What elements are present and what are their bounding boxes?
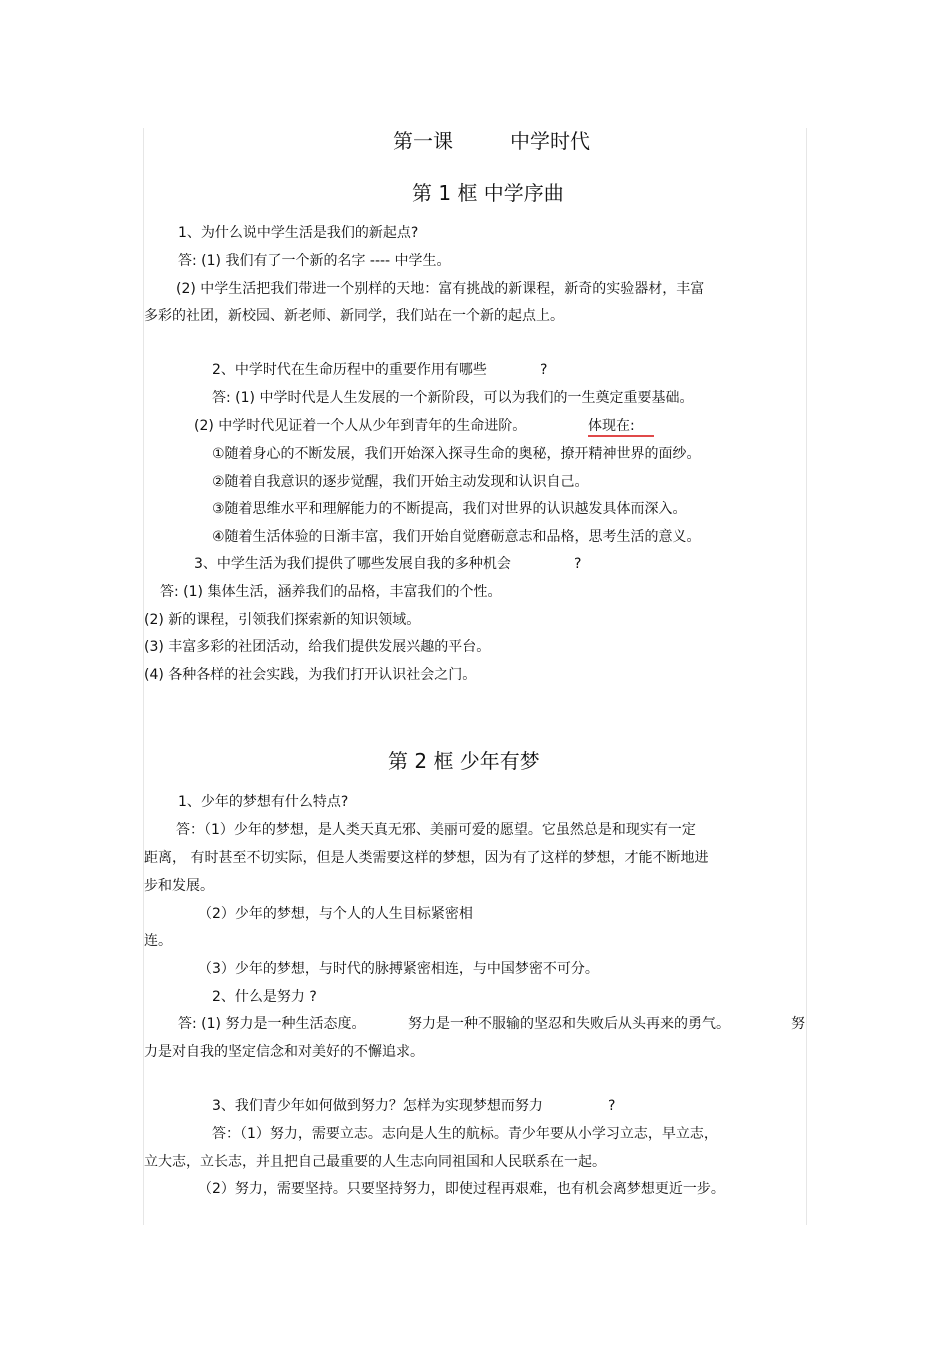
frame2-q3-question: 3、我们青少年如何做到努力？怎样为实现梦想而努力 [212, 1098, 543, 1114]
frame2-title: 第 2 框 少年有梦 [388, 749, 540, 773]
frame1-q3-answer3: (3) 丰富多彩的社团活动，给我们提供发展兴趣的平台。 [144, 639, 491, 655]
frame1-q1-answer2-line2: 多彩的社团，新校园、新老师、新同学，我们站在一个新的起点上。 [144, 308, 564, 324]
right-margin-rule [806, 128, 807, 1225]
frame1-q3-question: 3、中学生活为我们提供了哪些发展自我的多种机会 [194, 556, 511, 572]
frame2-q2-question: 2、什么是努力 ? [212, 989, 317, 1005]
frame1-q1-answer1: 答: (1) 我们有了一个新的名字 ---- 中学生。 [178, 253, 451, 269]
frame1-q2-answer1: 答: (1) 中学时代是人生发展的一个新阶段，可以为我们的一生奠定重要基础。 [212, 390, 694, 406]
frame2-q1-answer1-line1: 答：（1）少年的梦想，是人类天真无邪、美丽可爱的愿望。它虽然总是和现实有一定 [176, 822, 696, 838]
frame1-q2-item: ①随着身心的不断发展，我们开始深入探寻生命的奥秘，撩开精神世界的面纱。 [212, 446, 701, 462]
frame1-q2-answer2: (2) 中学时代见证着一个人从少年到青年的生命进阶。 [194, 418, 527, 434]
frame1-q2-item: ④随着生活体验的日渐丰富，我们开始自觉磨砺意志和品格，思考生活的意义。 [212, 529, 701, 545]
frame1-q3-question-mark: ? [574, 556, 582, 572]
frame1-q3-answer1: 答: (1) 集体生活，涵养我们的品格，丰富我们的个性。 [160, 584, 502, 600]
frame1-q1-question: 1、为什么说中学生活是我们的新起点? [178, 225, 419, 241]
frame2-q3-answer1-line2: 立大志，立长志，并且把自己最重要的人生志向同祖国和人民联系在一起。 [144, 1154, 606, 1170]
frame2-q2-answer1-part3: 努 [791, 1016, 805, 1032]
frame1-q2-question-mark: ? [540, 362, 548, 378]
frame2-q2-answer1-part1: 答: (1) 努力是一种生活态度。 [178, 1016, 366, 1032]
frame2-q2-answer1-part2: 努力是一种不服输的坚忍和失败后从头再来的勇气。 [408, 1016, 730, 1032]
frame2-q1-answer1-line3: 步和发展。 [144, 878, 214, 894]
frame2-q1-question: 1、少年的梦想有什么特点? [178, 794, 349, 810]
lesson-title-name: 中学时代 [510, 129, 590, 153]
frame1-q3-answer2: (2) 新的课程，引领我们探索新的知识领域。 [144, 612, 421, 628]
frame1-title: 第 1 框 中学序曲 [412, 181, 564, 205]
frame2-q1-answer3: （3）少年的梦想，与时代的脉搏紧密相连，与中国梦密不可分。 [198, 961, 599, 977]
frame1-q2-answer2-tail: 体现在: [588, 418, 635, 434]
frame1-q2-item: ③随着思维水平和理解能力的不断提高，我们对世界的认识越发具体而深入。 [212, 501, 687, 517]
frame1-q2-item: ②随着自我意识的逐步觉醒，我们开始主动发现和认识自己。 [212, 474, 589, 490]
frame1-q3-answer4: (4) 各种各样的社会实践，为我们打开认识社会之门。 [144, 667, 477, 683]
frame2-q1-answer1-line2: 距离， 有时甚至不切实际，但是人类需要这样的梦想，因为有了这样的梦想，才能不断地进 [144, 850, 709, 866]
frame2-q1-answer2-line1: （2）少年的梦想，与个人的人生目标紧密相 [198, 906, 473, 922]
frame2-q2-answer1-line2: 力是对自我的坚定信念和对美好的不懈追求。 [144, 1044, 424, 1060]
red-underline-mark [588, 435, 654, 437]
frame1-q2-question: 2、中学时代在生命历程中的重要作用有哪些 [212, 362, 487, 378]
frame2-q3-answer2: （2）努力，需要坚持。只要坚持努力，即使过程再艰难，也有机会离梦想更近一步。 [198, 1181, 725, 1197]
lesson-title-number: 第一课 [393, 129, 453, 153]
frame2-q3-answer1-line1: 答：（1）努力，需要立志。志向是人生的航标。青少年要从小学习立志，早立志， [212, 1126, 718, 1142]
frame1-q1-answer2-line1: (2) 中学生活把我们带进一个别样的天地：富有挑战的新课程，新奇的实验器材，丰富 [176, 281, 705, 297]
frame2-q3-question-mark: ? [608, 1098, 616, 1114]
frame2-q1-answer2-line2: 连。 [144, 933, 172, 949]
